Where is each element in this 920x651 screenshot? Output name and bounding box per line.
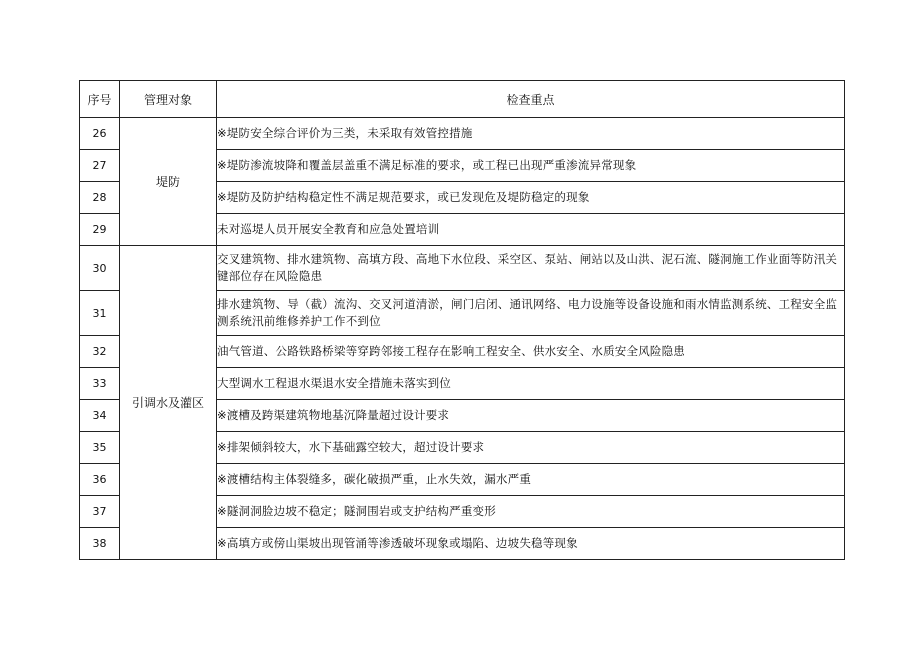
row-focus: ※渡槽及跨渠建筑物地基沉降量超过设计要求 <box>217 400 845 432</box>
object-cell-dike: 堤防 <box>120 118 217 246</box>
row-focus: 排水建筑物、导（截）流沟、交叉河道清淤，闸门启闭、通讯网络、电力设施等设备设施和雨水情监测系统、工程安全监测系统汛前维修养护工作不到位 <box>217 291 845 336</box>
row-focus: ※渡槽结构主体裂缝多，碳化破损严重，止水失效，漏水严重 <box>217 464 845 496</box>
object-cell-water-diversion: 引调水及灌区 <box>120 246 217 560</box>
row-number: 32 <box>80 336 120 368</box>
table-row <box>80 246 845 291</box>
header-index: 序号 <box>80 81 120 118</box>
row-number: 27 <box>80 150 120 182</box>
inspection-table <box>79 80 845 560</box>
header-focus: 检查重点 <box>217 81 845 118</box>
row-number: 30 <box>80 246 120 291</box>
row-focus: ※堤防及防护结构稳定性不满足规范要求，或已发现危及堤防稳定的现象 <box>217 182 845 214</box>
row-number: 34 <box>80 400 120 432</box>
row-number: 35 <box>80 432 120 464</box>
row-focus: 交叉建筑物、排水建筑物、高填方段、高地下水位段、采空区、泵站、闸站以及山洪、泥石流、隧洞施工作业面等防汛关键部位存在风险隐患 <box>217 246 845 291</box>
table-row <box>80 118 845 150</box>
row-focus: 大型调水工程退水渠退水安全措施未落实到位 <box>217 368 845 400</box>
row-number: 29 <box>80 214 120 246</box>
header-row <box>80 81 845 118</box>
row-focus: ※堤防安全综合评价为三类，未采取有效管控措施 <box>217 118 845 150</box>
row-focus: ※排架倾斜较大，水下基础露空较大，超过设计要求 <box>217 432 845 464</box>
row-number: 33 <box>80 368 120 400</box>
row-focus: ※高填方或傍山渠坡出现管涌等渗透破坏现象或塌陷、边坡失稳等现象 <box>217 528 845 560</box>
row-number: 37 <box>80 496 120 528</box>
row-focus: ※堤防渗流坡降和覆盖层盖重不满足标准的要求，或工程已出现严重渗流异常现象 <box>217 150 845 182</box>
row-focus: ※隧洞洞脸边坡不稳定；隧洞围岩或支护结构严重变形 <box>217 496 845 528</box>
row-focus: 油气管道、公路铁路桥梁等穿跨邻接工程存在影响工程安全、供水安全、水质安全风险隐患 <box>217 336 845 368</box>
row-number: 26 <box>80 118 120 150</box>
row-number: 36 <box>80 464 120 496</box>
row-focus: 未对巡堤人员开展安全教育和应急处置培训 <box>217 214 845 246</box>
row-number: 38 <box>80 528 120 560</box>
row-number: 28 <box>80 182 120 214</box>
row-number: 31 <box>80 291 120 336</box>
header-object: 管理对象 <box>120 81 217 118</box>
